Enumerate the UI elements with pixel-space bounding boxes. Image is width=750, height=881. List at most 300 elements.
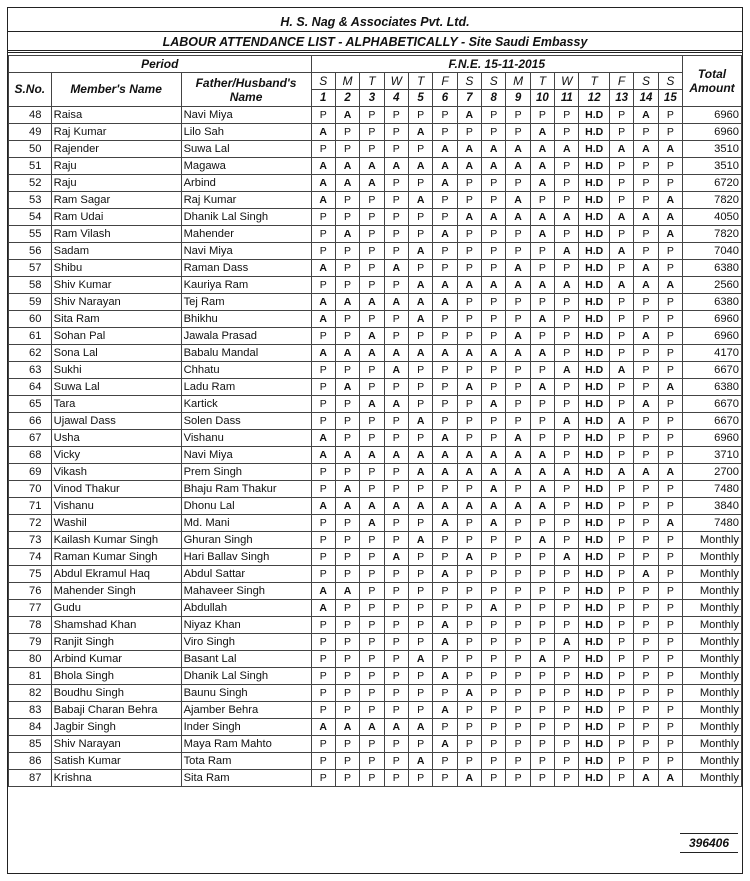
attendance-mark: P (408, 175, 432, 192)
attendance-mark: P (360, 464, 384, 481)
attendance-mark: P (311, 617, 335, 634)
table-row (9, 413, 742, 430)
attendance-mark: P (530, 719, 554, 736)
attendance-mark: P (609, 294, 633, 311)
attendance-mark: P (335, 770, 359, 787)
total-amount: Monthly (683, 770, 742, 787)
attendance-mark: P (482, 413, 506, 430)
father-name: Prem Singh (181, 464, 311, 481)
attendance-mark: P (360, 583, 384, 600)
attendance-mark: H.D (579, 651, 609, 668)
father-name: Abdul Sattar (181, 566, 311, 583)
attendance-mark: P (408, 515, 432, 532)
attendance-mark: H.D (579, 430, 609, 447)
attendance-mark: P (658, 498, 682, 515)
attendance-mark: P (555, 719, 579, 736)
table-row (9, 447, 742, 464)
attendance-mark: P (555, 736, 579, 753)
attendance-mark: A (311, 498, 335, 515)
father-name: Dhanik Lal Singh (181, 668, 311, 685)
attendance-mark: A (634, 396, 658, 413)
attendance-mark: P (609, 668, 633, 685)
attendance-mark: H.D (579, 192, 609, 209)
attendance-mark: A (360, 396, 384, 413)
father-name: Tej Ram (181, 294, 311, 311)
attendance-mark: H.D (579, 634, 609, 651)
attendance-mark: P (408, 209, 432, 226)
attendance-mark: A (384, 294, 408, 311)
attendance-mark: H.D (579, 107, 609, 124)
day-number: 3 (360, 90, 384, 107)
attendance-mark: A (360, 498, 384, 515)
attendance-mark: A (360, 175, 384, 192)
attendance-mark: P (360, 566, 384, 583)
attendance-mark: P (482, 362, 506, 379)
attendance-mark: P (311, 532, 335, 549)
member-name: Krishna (51, 770, 181, 787)
attendance-mark: A (311, 175, 335, 192)
attendance-mark: P (482, 192, 506, 209)
day-number: 8 (482, 90, 506, 107)
attendance-mark: H.D (579, 549, 609, 566)
attendance-mark: P (482, 294, 506, 311)
attendance-mark: P (335, 685, 359, 702)
attendance-mark: P (408, 481, 432, 498)
attendance-mark: P (335, 413, 359, 430)
attendance-mark: P (311, 141, 335, 158)
attendance-mark: P (433, 124, 457, 141)
attendance-mark: P (384, 328, 408, 345)
attendance-mark: P (634, 498, 658, 515)
member-name: Gudu (51, 600, 181, 617)
attendance-mark: P (457, 260, 481, 277)
attendance-mark: P (384, 192, 408, 209)
father-name: Solen Dass (181, 413, 311, 430)
member-name: Raj Kumar (51, 124, 181, 141)
attendance-mark: A (609, 277, 633, 294)
attendance-mark: P (433, 379, 457, 396)
attendance-mark: A (408, 753, 432, 770)
attendance-mark: A (384, 498, 408, 515)
attendance-mark: A (433, 702, 457, 719)
attendance-mark: A (555, 634, 579, 651)
member-name: Suwa Lal (51, 379, 181, 396)
total-amount: Monthly (683, 549, 742, 566)
serial-number: 78 (9, 617, 52, 634)
attendance-mark: P (506, 651, 530, 668)
attendance-mark: P (335, 362, 359, 379)
total-amount: 7820 (683, 226, 742, 243)
attendance-mark: A (335, 345, 359, 362)
attendance-mark: P (384, 413, 408, 430)
member-name: Raju (51, 175, 181, 192)
fne-label: F.N.E. 15-11-2015 (311, 56, 683, 73)
attendance-mark: A (482, 396, 506, 413)
attendance-mark: P (506, 226, 530, 243)
attendance-mark: P (311, 277, 335, 294)
attendance-mark: P (384, 515, 408, 532)
attendance-mark: A (634, 260, 658, 277)
attendance-mark: P (530, 430, 554, 447)
attendance-mark: H.D (579, 532, 609, 549)
attendance-mark: A (457, 107, 481, 124)
attendance-mark: A (555, 549, 579, 566)
attendance-mark: A (433, 294, 457, 311)
attendance-mark: P (335, 277, 359, 294)
attendance-mark: P (311, 634, 335, 651)
attendance-mark: P (311, 549, 335, 566)
member-name: Usha (51, 430, 181, 447)
attendance-mark: P (311, 107, 335, 124)
attendance-mark: A (408, 294, 432, 311)
attendance-mark: P (360, 532, 384, 549)
attendance-mark: A (658, 226, 682, 243)
father-name: Kartick (181, 396, 311, 413)
day-number: 9 (506, 90, 530, 107)
attendance-mark: A (530, 379, 554, 396)
attendance-mark: P (634, 294, 658, 311)
attendance-mark: A (384, 260, 408, 277)
attendance-mark: H.D (579, 311, 609, 328)
attendance-mark: P (530, 617, 554, 634)
attendance-mark: P (555, 583, 579, 600)
attendance-mark: P (311, 243, 335, 260)
serial-number: 53 (9, 192, 52, 209)
attendance-mark: A (408, 158, 432, 175)
attendance-mark: P (433, 549, 457, 566)
attendance-mark: A (530, 124, 554, 141)
table-row (9, 770, 742, 787)
attendance-mark: A (634, 107, 658, 124)
attendance-mark: H.D (579, 668, 609, 685)
attendance-mark: P (634, 413, 658, 430)
attendance-mark: P (609, 736, 633, 753)
member-name: Sita Ram (51, 311, 181, 328)
attendance-mark: P (360, 736, 384, 753)
attendance-mark: P (408, 702, 432, 719)
total-amount: 6960 (683, 124, 742, 141)
attendance-mark: A (506, 447, 530, 464)
attendance-mark: A (555, 464, 579, 481)
attendance-mark: P (555, 158, 579, 175)
attendance-mark: P (555, 651, 579, 668)
table-row (9, 634, 742, 651)
attendance-mark: A (408, 498, 432, 515)
day-header: S (457, 73, 481, 90)
table-row (9, 753, 742, 770)
attendance-mark: P (408, 396, 432, 413)
attendance-mark: A (335, 294, 359, 311)
attendance-mark: A (482, 158, 506, 175)
attendance-mark: P (482, 379, 506, 396)
attendance-mark: A (506, 345, 530, 362)
attendance-mark: P (457, 566, 481, 583)
attendance-mark: P (609, 328, 633, 345)
attendance-mark: P (609, 600, 633, 617)
attendance-mark: H.D (579, 243, 609, 260)
serial-number: 72 (9, 515, 52, 532)
attendance-mark: P (408, 107, 432, 124)
attendance-mark: P (311, 464, 335, 481)
attendance-mark: P (408, 430, 432, 447)
father-name: Chhatu (181, 362, 311, 379)
attendance-mark: P (609, 260, 633, 277)
attendance-mark: P (530, 243, 554, 260)
day-number: 2 (335, 90, 359, 107)
attendance-mark: P (457, 396, 481, 413)
attendance-mark: A (457, 770, 481, 787)
serial-number: 54 (9, 209, 52, 226)
member-name: Jagbir Singh (51, 719, 181, 736)
attendance-mark: P (658, 413, 682, 430)
attendance-mark: A (530, 277, 554, 294)
attendance-mark: P (335, 260, 359, 277)
serial-number: 67 (9, 430, 52, 447)
serial-number: 50 (9, 141, 52, 158)
attendance-mark: P (457, 515, 481, 532)
serial-number: 55 (9, 226, 52, 243)
member-name: Raman Kumar Singh (51, 549, 181, 566)
attendance-mark: A (311, 345, 335, 362)
attendance-mark: A (482, 141, 506, 158)
attendance-mark: A (360, 719, 384, 736)
attendance-mark: P (335, 192, 359, 209)
member-name: Raisa (51, 107, 181, 124)
attendance-mark: A (360, 328, 384, 345)
serial-number: 61 (9, 328, 52, 345)
attendance-mark: A (634, 277, 658, 294)
attendance-mark: A (457, 345, 481, 362)
attendance-mark: P (482, 702, 506, 719)
attendance-mark: P (482, 430, 506, 447)
attendance-mark: P (408, 583, 432, 600)
attendance-mark: P (384, 430, 408, 447)
serial-number: 66 (9, 413, 52, 430)
attendance-mark: A (408, 464, 432, 481)
attendance-mark: P (555, 124, 579, 141)
father-name: Raj Kumar (181, 192, 311, 209)
day-header: F (433, 73, 457, 90)
attendance-mark: H.D (579, 277, 609, 294)
attendance-mark: P (555, 328, 579, 345)
attendance-mark: P (482, 549, 506, 566)
serial-number: 71 (9, 498, 52, 515)
member-name: Rajender (51, 141, 181, 158)
attendance-mark: A (335, 447, 359, 464)
attendance-mark: A (530, 345, 554, 362)
father-name: Jawala Prasad (181, 328, 311, 345)
serial-number: 59 (9, 294, 52, 311)
total-amount: 4170 (683, 345, 742, 362)
attendance-mark: P (408, 668, 432, 685)
attendance-mark: P (506, 583, 530, 600)
attendance-mark: H.D (579, 685, 609, 702)
attendance-mark: P (658, 566, 682, 583)
father-name: Baunu Singh (181, 685, 311, 702)
attendance-mark: A (658, 770, 682, 787)
attendance-mark: P (360, 192, 384, 209)
attendance-mark: A (408, 447, 432, 464)
attendance-mark: P (457, 413, 481, 430)
attendance-mark: P (530, 702, 554, 719)
attendance-mark: P (482, 328, 506, 345)
attendance-mark: P (555, 107, 579, 124)
total-amount: Monthly (683, 753, 742, 770)
attendance-mark: H.D (579, 294, 609, 311)
attendance-mark: A (609, 464, 633, 481)
attendance-mark: H.D (579, 464, 609, 481)
member-name: Babaji Charan Behra (51, 702, 181, 719)
attendance-mark: A (609, 243, 633, 260)
attendance-mark: A (506, 498, 530, 515)
attendance-mark: P (506, 124, 530, 141)
serial-number: 56 (9, 243, 52, 260)
serial-number: 77 (9, 600, 52, 617)
attendance-mark: P (482, 736, 506, 753)
member-name: Sukhi (51, 362, 181, 379)
attendance-mark: A (555, 362, 579, 379)
attendance-mark: A (335, 107, 359, 124)
attendance-mark: P (609, 396, 633, 413)
attendance-mark: P (408, 328, 432, 345)
day-header: M (335, 73, 359, 90)
attendance-mark: P (609, 651, 633, 668)
father-name: Basant Lal (181, 651, 311, 668)
attendance-mark: P (482, 753, 506, 770)
attendance-mark: A (360, 515, 384, 532)
table-row (9, 532, 742, 549)
attendance-mark: A (609, 141, 633, 158)
attendance-mark: P (609, 515, 633, 532)
attendance-mark: P (506, 685, 530, 702)
member-name: Ram Sagar (51, 192, 181, 209)
attendance-mark: A (482, 498, 506, 515)
attendance-mark: P (530, 328, 554, 345)
attendance-mark: P (384, 600, 408, 617)
attendance-mark: A (408, 719, 432, 736)
attendance-mark: P (658, 362, 682, 379)
attendance-mark: P (634, 753, 658, 770)
attendance-mark: P (433, 532, 457, 549)
attendance-mark: P (609, 566, 633, 583)
table-row (9, 107, 742, 124)
attendance-mark: P (658, 447, 682, 464)
attendance-mark: A (311, 311, 335, 328)
attendance-mark: P (335, 396, 359, 413)
attendance-mark: P (530, 583, 554, 600)
attendance-mark: P (335, 651, 359, 668)
attendance-mark: A (360, 294, 384, 311)
attendance-mark: P (555, 192, 579, 209)
attendance-mark: P (658, 668, 682, 685)
attendance-mark: P (457, 736, 481, 753)
attendance-mark: P (433, 260, 457, 277)
attendance-mark: P (433, 396, 457, 413)
attendance-mark: P (609, 634, 633, 651)
member-name: Arbind Kumar (51, 651, 181, 668)
attendance-mark: A (408, 345, 432, 362)
attendance-mark: P (384, 243, 408, 260)
attendance-mark: P (555, 396, 579, 413)
attendance-mark: A (311, 260, 335, 277)
attendance-mark: P (506, 736, 530, 753)
attendance-mark: H.D (579, 702, 609, 719)
attendance-mark: P (658, 736, 682, 753)
attendance-mark: A (658, 515, 682, 532)
attendance-mark: P (335, 243, 359, 260)
attendance-mark: P (634, 175, 658, 192)
total-amount: 2560 (683, 277, 742, 294)
member-name: Sona Lal (51, 345, 181, 362)
attendance-mark: P (634, 600, 658, 617)
attendance-mark: P (609, 719, 633, 736)
day-header: S (482, 73, 506, 90)
attendance-mark: P (530, 192, 554, 209)
attendance-mark: P (506, 311, 530, 328)
attendance-mark: A (609, 362, 633, 379)
attendance-mark: H.D (579, 447, 609, 464)
attendance-mark: P (311, 651, 335, 668)
attendance-mark: P (335, 753, 359, 770)
attendance-mark: P (634, 124, 658, 141)
attendance-mark: A (555, 277, 579, 294)
attendance-mark: A (457, 158, 481, 175)
attendance-mark: P (555, 175, 579, 192)
member-name: Shamshad Khan (51, 617, 181, 634)
attendance-mark: A (658, 209, 682, 226)
attendance-mark: H.D (579, 583, 609, 600)
attendance-mark: H.D (579, 158, 609, 175)
total-amount: 7820 (683, 192, 742, 209)
attendance-mark: A (335, 498, 359, 515)
total-amount: Monthly (683, 600, 742, 617)
attendance-mark: P (530, 362, 554, 379)
serial-number: 87 (9, 770, 52, 787)
total-amount: 6960 (683, 328, 742, 345)
attendance-mark: A (530, 226, 554, 243)
attendance-mark: P (506, 515, 530, 532)
attendance-mark: P (634, 481, 658, 498)
attendance-mark: A (311, 447, 335, 464)
member-name-header: Member's Name (51, 73, 181, 107)
table-row (9, 481, 742, 498)
attendance-mark: A (408, 277, 432, 294)
serial-number: 60 (9, 311, 52, 328)
attendance-mark: P (433, 209, 457, 226)
father-name: Kauriya Ram (181, 277, 311, 294)
attendance-mark: A (335, 583, 359, 600)
attendance-mark: P (408, 600, 432, 617)
attendance-mark: P (335, 430, 359, 447)
attendance-mark: P (457, 753, 481, 770)
attendance-mark: P (457, 192, 481, 209)
table-row (9, 362, 742, 379)
attendance-mark: A (408, 651, 432, 668)
attendance-mark: P (609, 685, 633, 702)
day-header: M (506, 73, 530, 90)
attendance-mark: P (360, 770, 384, 787)
father-name: Ghuran Singh (181, 532, 311, 549)
attendance-mark: P (360, 753, 384, 770)
serial-number: 82 (9, 685, 52, 702)
attendance-mark: P (609, 702, 633, 719)
attendance-mark: A (311, 583, 335, 600)
attendance-mark: P (335, 736, 359, 753)
attendance-mark: P (360, 617, 384, 634)
attendance-mark: P (482, 583, 506, 600)
attendance-mark: P (457, 362, 481, 379)
day-number: 5 (408, 90, 432, 107)
